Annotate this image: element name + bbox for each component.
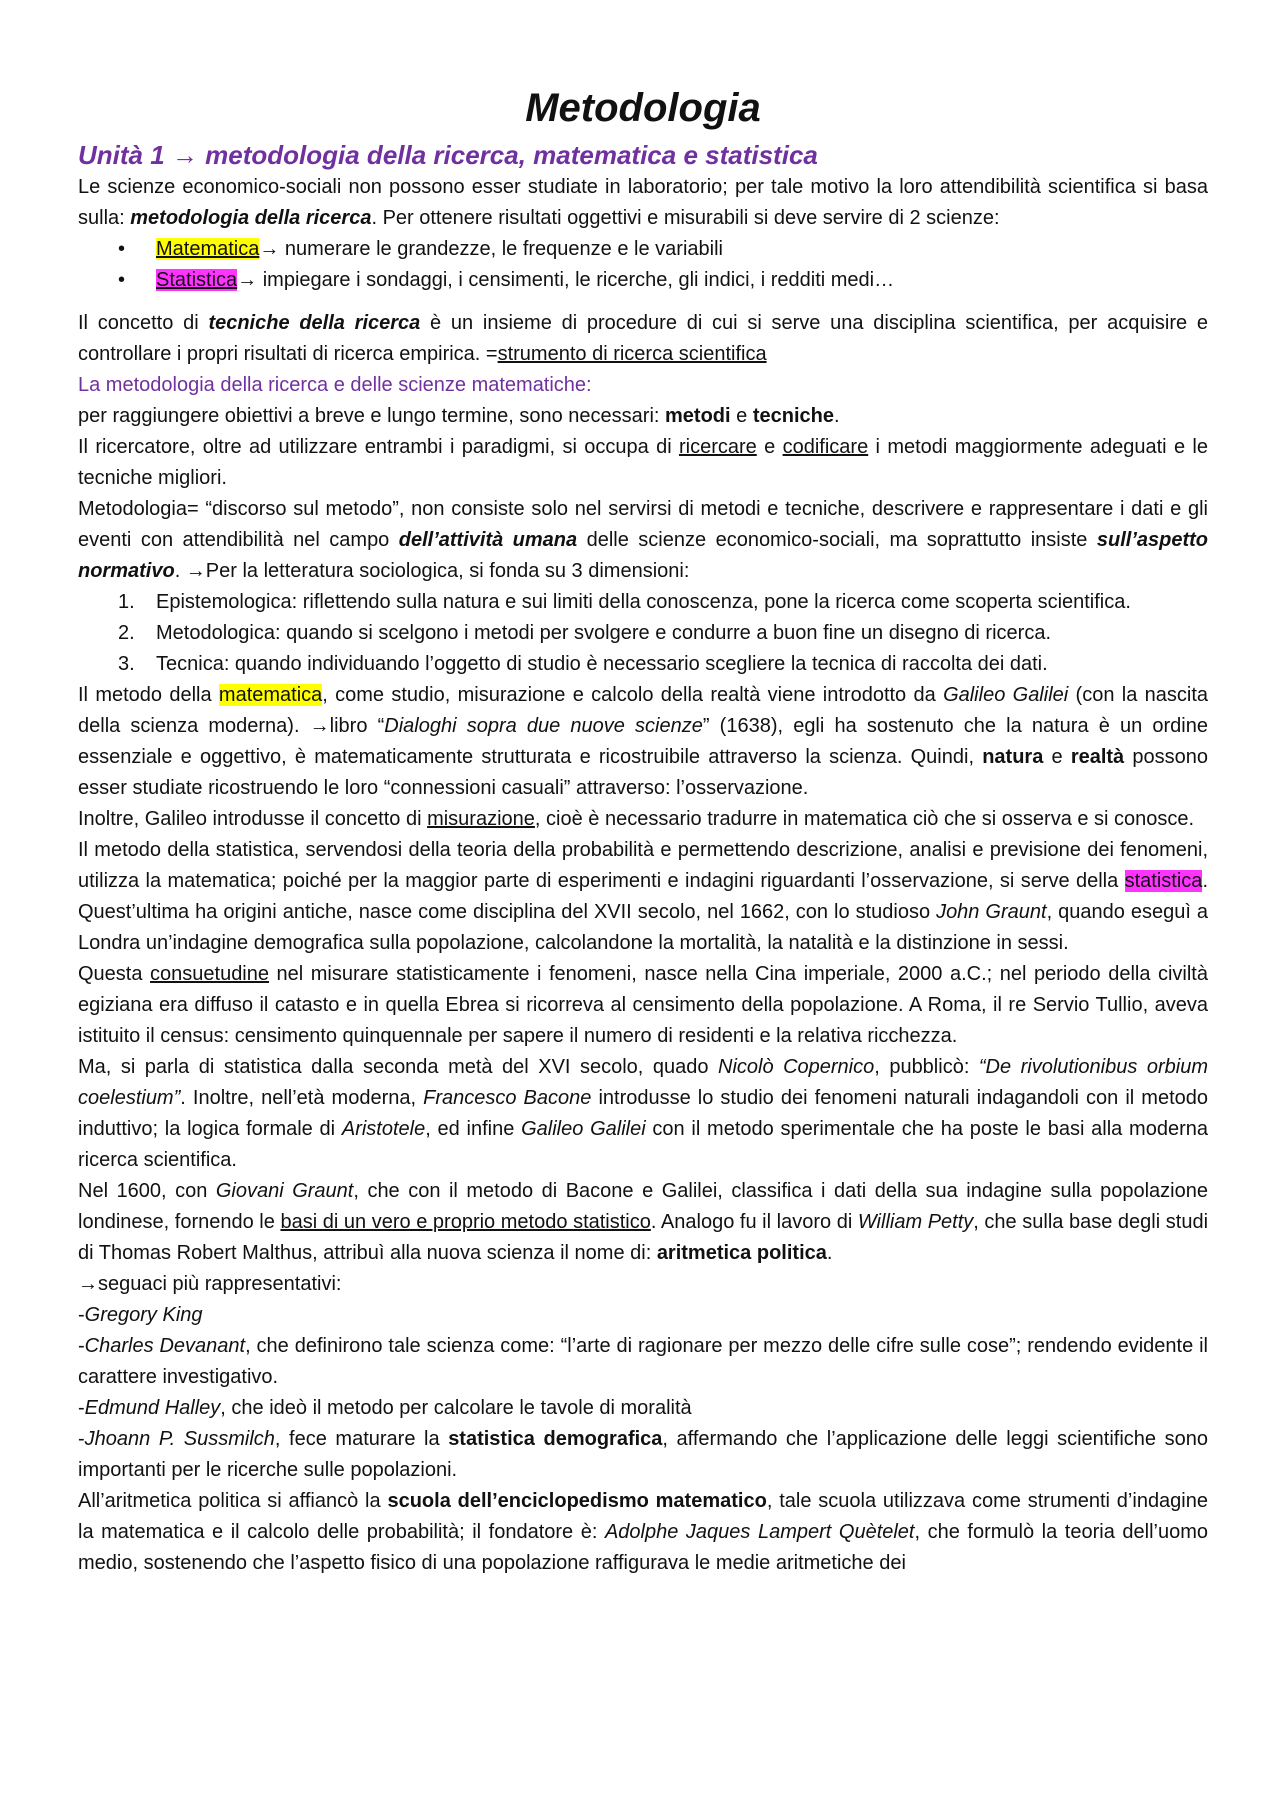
paragraph-intro <box>78 172 1208 234</box>
text-run: Inoltre, Galileo introdusse il concetto di <box>78 808 428 830</box>
arrow-right-icon: → <box>171 140 198 170</box>
paragraph-tecniche <box>78 308 1208 370</box>
follower-item <box>78 1393 1208 1424</box>
text-run: , che formulò la teoria dell’uomo medio, sostenendo che l’aspetto fisico di una popolazione raffigurava le medie aritmetiche dei <box>78 1521 1208 1574</box>
bold-term: aritmetica politica <box>656 1242 827 1264</box>
italic-name: Aristotele <box>341 1118 426 1140</box>
highlighted-term: Matematica <box>156 238 260 260</box>
text-run: Il concetto di <box>78 312 209 334</box>
list-number: 3. <box>118 653 135 675</box>
bold-term: metodi <box>665 405 731 427</box>
underlined-term: consuetudine <box>150 963 269 985</box>
bold-term: tecniche della ricerca <box>208 312 421 334</box>
underlined-term: codificare <box>782 436 869 458</box>
unit-heading <box>78 138 1208 172</box>
text-run: possono esser studiate ricostruendo le loro “connessioni casuali” attraverso: l’osservazione. <box>78 746 1208 799</box>
bold-term: metodologia della ricerca <box>130 207 372 229</box>
paragraph-sussmilch <box>78 1424 1208 1486</box>
highlighted-term: statistica <box>1124 870 1203 892</box>
bold-term: sull’aspetto normativo <box>78 529 1208 582</box>
italic-name: Galileo Galilei <box>521 1118 646 1140</box>
italic-name: Jhoann P. Sussmilch <box>84 1428 275 1450</box>
text-run: , fece maturare la <box>274 1428 449 1450</box>
text-run: Le scienze economico-sociali non possono esser studiate in laboratorio; per tale motivo la loro attendibilità scientifica si basa sulla: <box>78 176 1208 229</box>
list-number: 2. <box>118 622 135 644</box>
italic-name: Charles Devanant <box>84 1335 246 1357</box>
bold-term: dell’attività umana <box>398 529 578 551</box>
subheading: La metodologia della ricerca e delle scienze matematiche: <box>78 374 592 396</box>
text-run: Nel 1600, con <box>78 1180 216 1202</box>
arrow-right-icon: → <box>259 238 280 260</box>
follower-item <box>78 1300 1208 1331</box>
text-run: per raggiungere obiettivi a breve e lungo termine, sono necessari: <box>78 405 666 427</box>
text-run: . Quest’ultima ha origini antiche, nasce come disciplina del XVII secolo, nel 1662, con lo studioso <box>78 870 1208 923</box>
text-run: e <box>730 405 753 427</box>
unit-heading-text: metodologia della ricerca, matematica e statistica <box>205 140 818 170</box>
list-number: 1. <box>118 591 135 613</box>
italic-name: Nicolò Copernico <box>718 1056 875 1078</box>
italic-name: Gregory King <box>84 1304 203 1326</box>
followers-intro: →seguaci più rappresentativi: <box>78 1273 342 1295</box>
text-run: , pubblicò: <box>874 1056 979 1078</box>
underlined-term: misurazione <box>427 808 535 830</box>
dash: - <box>78 1397 85 1419</box>
text-run: , tale scuola utilizzava come strumenti d’indagine la matematica e il calcolo delle probabilità; il fondatore è: <box>78 1490 1208 1543</box>
text-run: delle scienze economico-sociali, ma soprattutto insiste <box>577 529 1097 551</box>
text-run: , ed infine <box>425 1118 522 1140</box>
text-run: , che con il metodo di Bacone e Galilei, classifica i dati della sua indagine sulla popolazione londinese, fornendo le <box>78 1180 1208 1233</box>
dash: - <box>78 1304 85 1326</box>
list-item-text: numerare le grandezze, le frequenze e le variabili <box>279 238 723 260</box>
text-run: , quando eseguì a Londra un’indagine demografica sulla popolazione, calcolandone la mortalità, la natalità e la distinzione in sessi. <box>78 901 1208 954</box>
paragraph-ricercatore <box>78 432 1208 494</box>
italic-name: William Petty <box>857 1211 974 1233</box>
text-run: . Inoltre, nell’età moderna, <box>180 1087 424 1109</box>
arrow-right-icon: → <box>237 269 258 291</box>
list-item <box>78 618 1208 649</box>
dash: - <box>78 1335 85 1357</box>
text-run: Il ricercatore, oltre ad utilizzare entrambi i paradigmi, si occupa di <box>78 436 679 458</box>
list-item-text: Epistemologica: riflettendo sulla natura e sui limiti della conoscenza, pone la ricerca come scoperta scientifica. <box>156 591 1131 613</box>
paragraph-enciclopedismo <box>78 1486 1208 1579</box>
text-run: introdusse lo studio dei fenomeni naturali indagandoli con il metodo induttivo; la logica formale di <box>78 1087 1208 1140</box>
list-item <box>78 234 1208 265</box>
highlighted-term: matematica <box>218 684 323 706</box>
bold-term: scuola dell’enciclopedismo matematico <box>387 1490 767 1512</box>
text-run: , come studio, misurazione e calcolo della realtà viene introdotto da <box>322 684 944 706</box>
document-page <box>78 78 1208 1579</box>
text-run: . Analogo fu il lavoro di <box>650 1211 858 1233</box>
list-item-text: impiegare i sondaggi, i censimenti, le ricerche, gli indici, i redditi medi… <box>257 269 895 291</box>
text-run: . <box>833 405 840 427</box>
paragraph-misurazione <box>78 804 1208 835</box>
text-run: , che definirono tale scienza come: “l’arte di ragionare per mezzo delle cifre sulle cose”; rendendo evidente il carattere investigativo. <box>78 1335 1208 1388</box>
text-run: Ma, si parla di statistica dalla seconda metà del XVI secolo, quado <box>78 1056 718 1078</box>
underlined-term: basi di un vero e proprio metodo statistico <box>280 1211 651 1233</box>
unit-heading-prefix: Unità 1 <box>78 140 165 170</box>
text-run: . →Per la letteratura sociologica, si fonda su 3 dimensioni: <box>174 560 690 582</box>
dimensions-list <box>78 587 1208 680</box>
text-run: e <box>756 436 783 458</box>
text-run: e <box>1043 746 1071 768</box>
page-title: Metodologia <box>525 86 761 130</box>
paragraph-statistica <box>78 835 1208 959</box>
list-item-text: Tecnica: quando individuando l’oggetto di studio è necessario scegliere la tecnica di raccolta dei dati. <box>156 653 1048 675</box>
bold-term: statistica demografica <box>448 1428 663 1450</box>
text-run: (con la nascita della scienza moderna). →libro “ <box>78 684 1209 737</box>
paragraph-metodologia <box>78 494 1208 587</box>
italic-name: Adolphe Jaques Lampert Quètelet <box>604 1521 915 1543</box>
italic-name: Edmund Halley <box>84 1397 221 1419</box>
follower-item <box>78 1331 1208 1393</box>
list-item-text: Metodologica: quando si scelgono i metodi per svolgere e condurre a buon fine un disegno di ricerca. <box>156 622 1051 644</box>
text-run: All’aritmetica politica si affiancò la <box>78 1490 388 1512</box>
text-run: i metodi maggiormente adeguati e le tecniche migliori. <box>78 436 1208 489</box>
text-run: , che ideò il metodo per calcolare le tavole di moralità <box>220 1397 692 1419</box>
paragraph-1600 <box>78 1176 1208 1269</box>
text-run: Il metodo della statistica, servendosi della teoria della probabilità e permettendo descrizione, analisi e previsione dei fenomeni, utilizza la matematica; poiché per la maggior parte di esperimenti e indagini riguardanti l’osservazione, si serve della <box>78 839 1208 892</box>
text-run: , cioè è necessario tradurre in matematica ciò che si osserva e si conosce. <box>534 808 1195 830</box>
text-run: . Per ottenere risultati oggettivi e misurabili si deve servire di 2 scienze: <box>371 207 1000 229</box>
text-run: con il metodo sperimentale che ha poste le basi alla moderna ricerca scientifica. <box>78 1118 1208 1171</box>
underlined-term: strumento di ricerca scientifica <box>497 343 767 365</box>
list-item <box>78 265 1208 296</box>
bold-term: natura <box>982 746 1044 768</box>
list-item <box>78 587 1208 618</box>
text-run: ” (1638), egli ha sostenuto che la natura è un ordine essenziale e oggettivo, è matematicamente strutturata e ricostruibile attraverso la scienza. Quindi, <box>78 715 1208 768</box>
list-item <box>78 649 1208 680</box>
bold-term: tecniche <box>752 405 834 427</box>
text-run: , che sulla base degli studi di Thomas Robert Malthus, attribuì alla nuova scienza il nome di: <box>78 1211 1209 1264</box>
text-run: . <box>826 1242 833 1264</box>
paragraph-copernico <box>78 1052 1208 1176</box>
science-list <box>78 234 1208 296</box>
text-run: , affermando che l’applicazione delle leggi scientifiche sono importanti per le ricerche sulle popolazioni. <box>78 1428 1208 1481</box>
paragraph-consuetudine <box>78 959 1208 1052</box>
text-run: Il metodo della <box>78 684 219 706</box>
paragraph-galileo <box>78 680 1208 804</box>
italic-name: Francesco Bacone <box>423 1087 592 1109</box>
bold-term: realtà <box>1070 746 1125 768</box>
text-run: è un insieme di procedure di cui si serve una disciplina scientifica, per acquisire e controllare i propri risultati di ricerca empirica. = <box>78 312 1209 365</box>
italic-name: John Graunt <box>936 901 1047 923</box>
text-run: Questa <box>78 963 151 985</box>
highlighted-term: Statistica <box>156 269 238 291</box>
paragraph-obiettivi <box>78 401 1208 432</box>
text-run: nel misurare statisticamente i fenomeni, nasce nella Cina imperiale, 2000 a.C.; nel periodo della civiltà egiziana era diffuso il catasto e in quella Ebrea si ricorreva al censimento della popolazione. A Roma, il re Servio Tullio, aveva istituito il census: censimento quinquennale per sapere il numero di residenti e la relativa ricchezza. <box>78 963 1208 1047</box>
underlined-term: ricercare <box>678 436 757 458</box>
italic-title: “De rivolutionibus orbium coelestium” <box>78 1056 1208 1109</box>
italic-name: Giovani Graunt <box>215 1180 354 1202</box>
dash: - <box>78 1428 85 1450</box>
italic-title: Dialoghi sopra due nuove scienze <box>384 715 703 737</box>
text-run: Metodologia= “discorso sul metodo”, non consiste solo nel servirsi di metodi e tecniche, descrivere e rappresentare i dati e gli eventi con attendibilità nel campo <box>78 498 1208 551</box>
italic-name: Galileo Galilei <box>943 684 1069 706</box>
